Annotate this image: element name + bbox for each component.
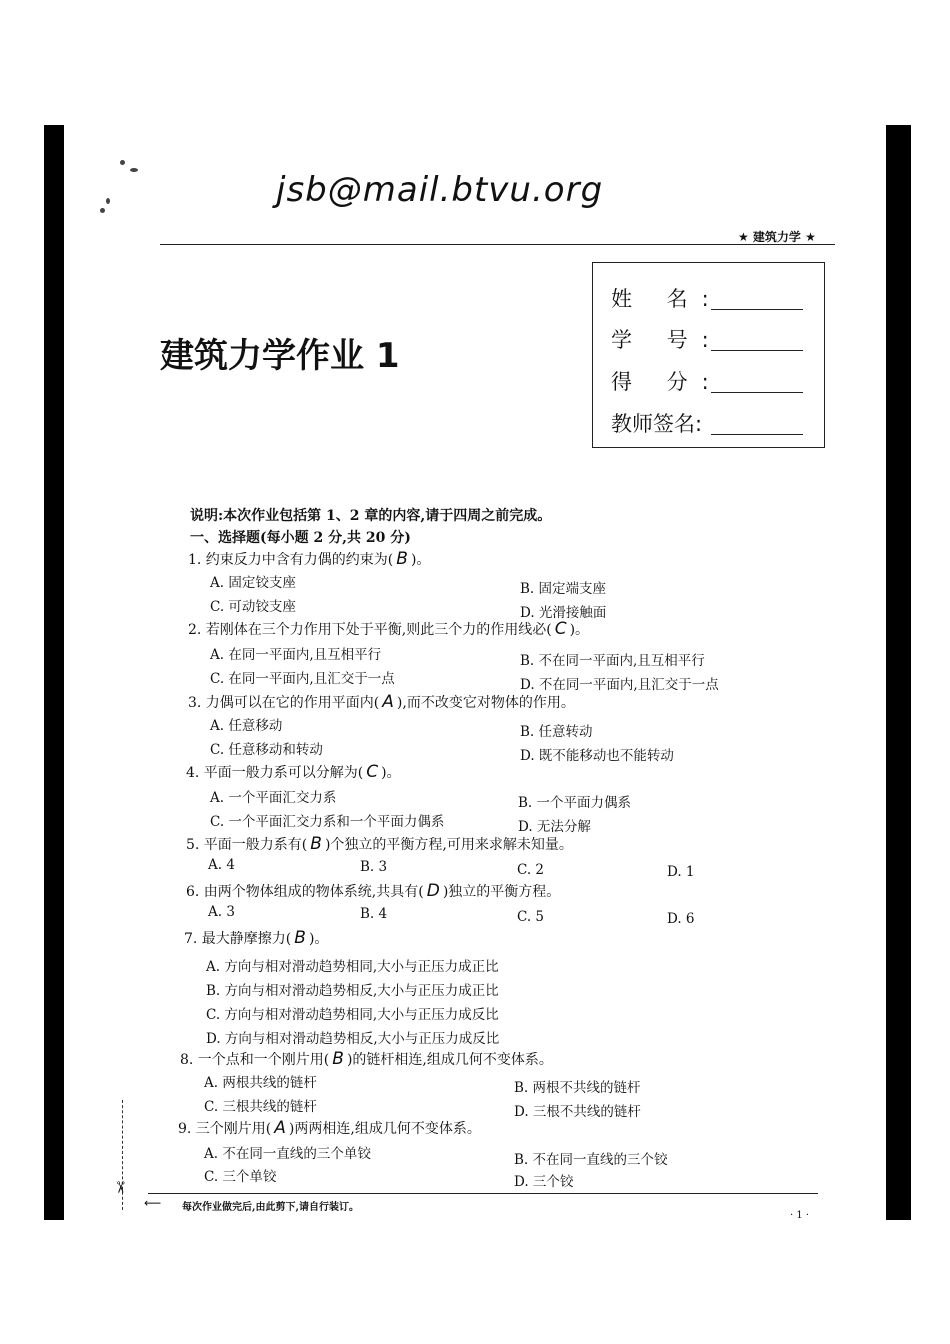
option-1c: C. 可动铰支座 xyxy=(210,599,296,615)
option-7d: D. 方向与相对滑动趋势相反,大小与正压力成反比 xyxy=(206,1031,500,1047)
option-3c: C. 任意移动和转动 xyxy=(210,742,323,758)
answer-9: A xyxy=(274,1118,286,1138)
option-1d: D. 光滑接触面 xyxy=(520,605,607,621)
student-id-field[interactable] xyxy=(711,350,803,351)
option-1a: A. 固定铰支座 xyxy=(210,575,296,591)
option-6c: C. 5 xyxy=(517,909,545,925)
question-5: 5. 平面一般力系有( B )个独立的平衡方程,可用来求解未知量。 xyxy=(186,834,573,854)
answer-3: A xyxy=(382,692,394,712)
option-1b: B. 固定端支座 xyxy=(520,581,607,597)
option-3d: D. 既不能移动也不能转动 xyxy=(520,748,674,764)
answer-6: D xyxy=(426,881,440,901)
option-7c: C. 方向与相对滑动趋势相同,大小与正压力成反比 xyxy=(206,1007,499,1023)
footer-rule xyxy=(148,1193,818,1194)
scissors-icon: ✂ xyxy=(111,1180,131,1195)
option-9c: C. 三个单铰 xyxy=(204,1169,277,1185)
scan-edge-left xyxy=(44,125,64,1220)
option-6b: B. 4 xyxy=(360,906,388,922)
header-rule xyxy=(160,244,835,245)
option-8d: D. 三根不共线的链杆 xyxy=(514,1104,641,1120)
arrow-left-icon: ⟵ xyxy=(144,1196,162,1210)
option-8b: B. 两根不共线的链杆 xyxy=(514,1080,641,1096)
answer-8: B xyxy=(332,1049,344,1069)
scan-speck xyxy=(100,208,105,213)
student-id-label: 学 号: xyxy=(611,328,723,352)
scan-edge-right xyxy=(886,125,911,1220)
handwritten-email: jsb@mail.btvu.org xyxy=(276,170,604,210)
option-7a: A. 方向与相对滑动趋势相同,大小与正压力成正比 xyxy=(206,959,499,975)
option-4c: C. 一个平面汇交力系和一个平面力偶系 xyxy=(210,814,445,830)
option-9b: B. 不在同一直线的三个铰 xyxy=(514,1152,668,1168)
option-2a: A. 在同一平面内,且互相平行 xyxy=(210,647,382,663)
question-9: 9. 三个刚片用( A )两两相连,组成几何不变体系。 xyxy=(178,1118,481,1138)
question-1: 1. 约束反力中含有力偶的约束为( B )。 xyxy=(188,549,431,569)
answer-2: C xyxy=(554,619,567,639)
option-6a: A. 3 xyxy=(208,904,235,920)
option-3a: A. 任意移动 xyxy=(210,718,283,734)
score-label: 得 分: xyxy=(611,370,723,394)
option-9d: D. 三个铰 xyxy=(514,1174,574,1190)
option-8c: C. 三根共线的链杆 xyxy=(204,1099,317,1115)
option-4a: A. 一个平面汇交力系 xyxy=(210,790,337,806)
answer-5: B xyxy=(310,834,322,854)
option-2b: B. 不在同一平面内,且互相平行 xyxy=(520,653,705,669)
section-title: 一、选择题(每小题 2 分,共 20 分) xyxy=(190,530,411,546)
option-5a: A. 4 xyxy=(208,857,235,873)
option-7b: B. 方向与相对滑动趋势相反,大小与正压力成正比 xyxy=(206,983,499,999)
option-2c: C. 在同一平面内,且汇交于一点 xyxy=(210,671,395,687)
option-9a: A. 不在同一直线的三个单铰 xyxy=(204,1146,371,1162)
question-8: 8. 一个点和一个刚片用( B )的链杆相连,组成几何不变体系。 xyxy=(180,1049,553,1069)
teacher-signature-label: 教师签名: xyxy=(611,412,703,436)
scan-speck xyxy=(130,168,138,172)
page-title: 建筑力学作业 1 xyxy=(160,336,400,376)
answer-1: B xyxy=(396,549,408,569)
student-info-box xyxy=(592,262,825,448)
scan-speck xyxy=(106,198,110,204)
option-5d: D. 1 xyxy=(667,864,695,880)
question-2: 2. 若刚体在三个力作用下处于平衡,则此三个力的作用线必( C )。 xyxy=(188,619,590,639)
question-3: 3. 力偶可以在它的作用平面内( A ),而不改变它对物体的作用。 xyxy=(188,692,575,712)
option-6d: D. 6 xyxy=(667,911,695,927)
option-4d: D. 无法分解 xyxy=(518,819,591,835)
option-5b: B. 3 xyxy=(360,859,388,875)
answer-4: C xyxy=(366,762,379,782)
page-number: · 1 · xyxy=(790,1210,810,1221)
option-2d: D. 不在同一平面内,且汇交于一点 xyxy=(520,677,719,693)
name-label: 姓 名: xyxy=(611,287,723,311)
score-field[interactable] xyxy=(711,392,803,393)
teacher-signature-field[interactable] xyxy=(711,434,803,435)
option-8a: A. 两根共线的链杆 xyxy=(204,1075,317,1091)
question-7: 7. 最大静摩擦力( B )。 xyxy=(184,928,329,948)
option-4b: B. 一个平面力偶系 xyxy=(518,795,632,811)
header-tag: ★ 建筑力学 ★ xyxy=(738,230,816,244)
option-5c: C. 2 xyxy=(517,862,545,878)
option-3b: B. 任意转动 xyxy=(520,724,593,740)
answer-7: B xyxy=(294,928,306,948)
question-6: 6. 由两个物体组成的物体系统,共具有( D )独立的平衡方程。 xyxy=(186,881,561,901)
question-4: 4. 平面一般力系可以分解为( C )。 xyxy=(186,762,401,782)
instruction-text: 说明:本次作业包括第 1、2 章的内容,请于四周之前完成。 xyxy=(190,508,552,524)
footer-note: 每次作业做完后,由此剪下,请自行装订。 xyxy=(182,1202,359,1213)
scan-speck xyxy=(120,160,125,165)
name-field[interactable] xyxy=(711,309,803,310)
